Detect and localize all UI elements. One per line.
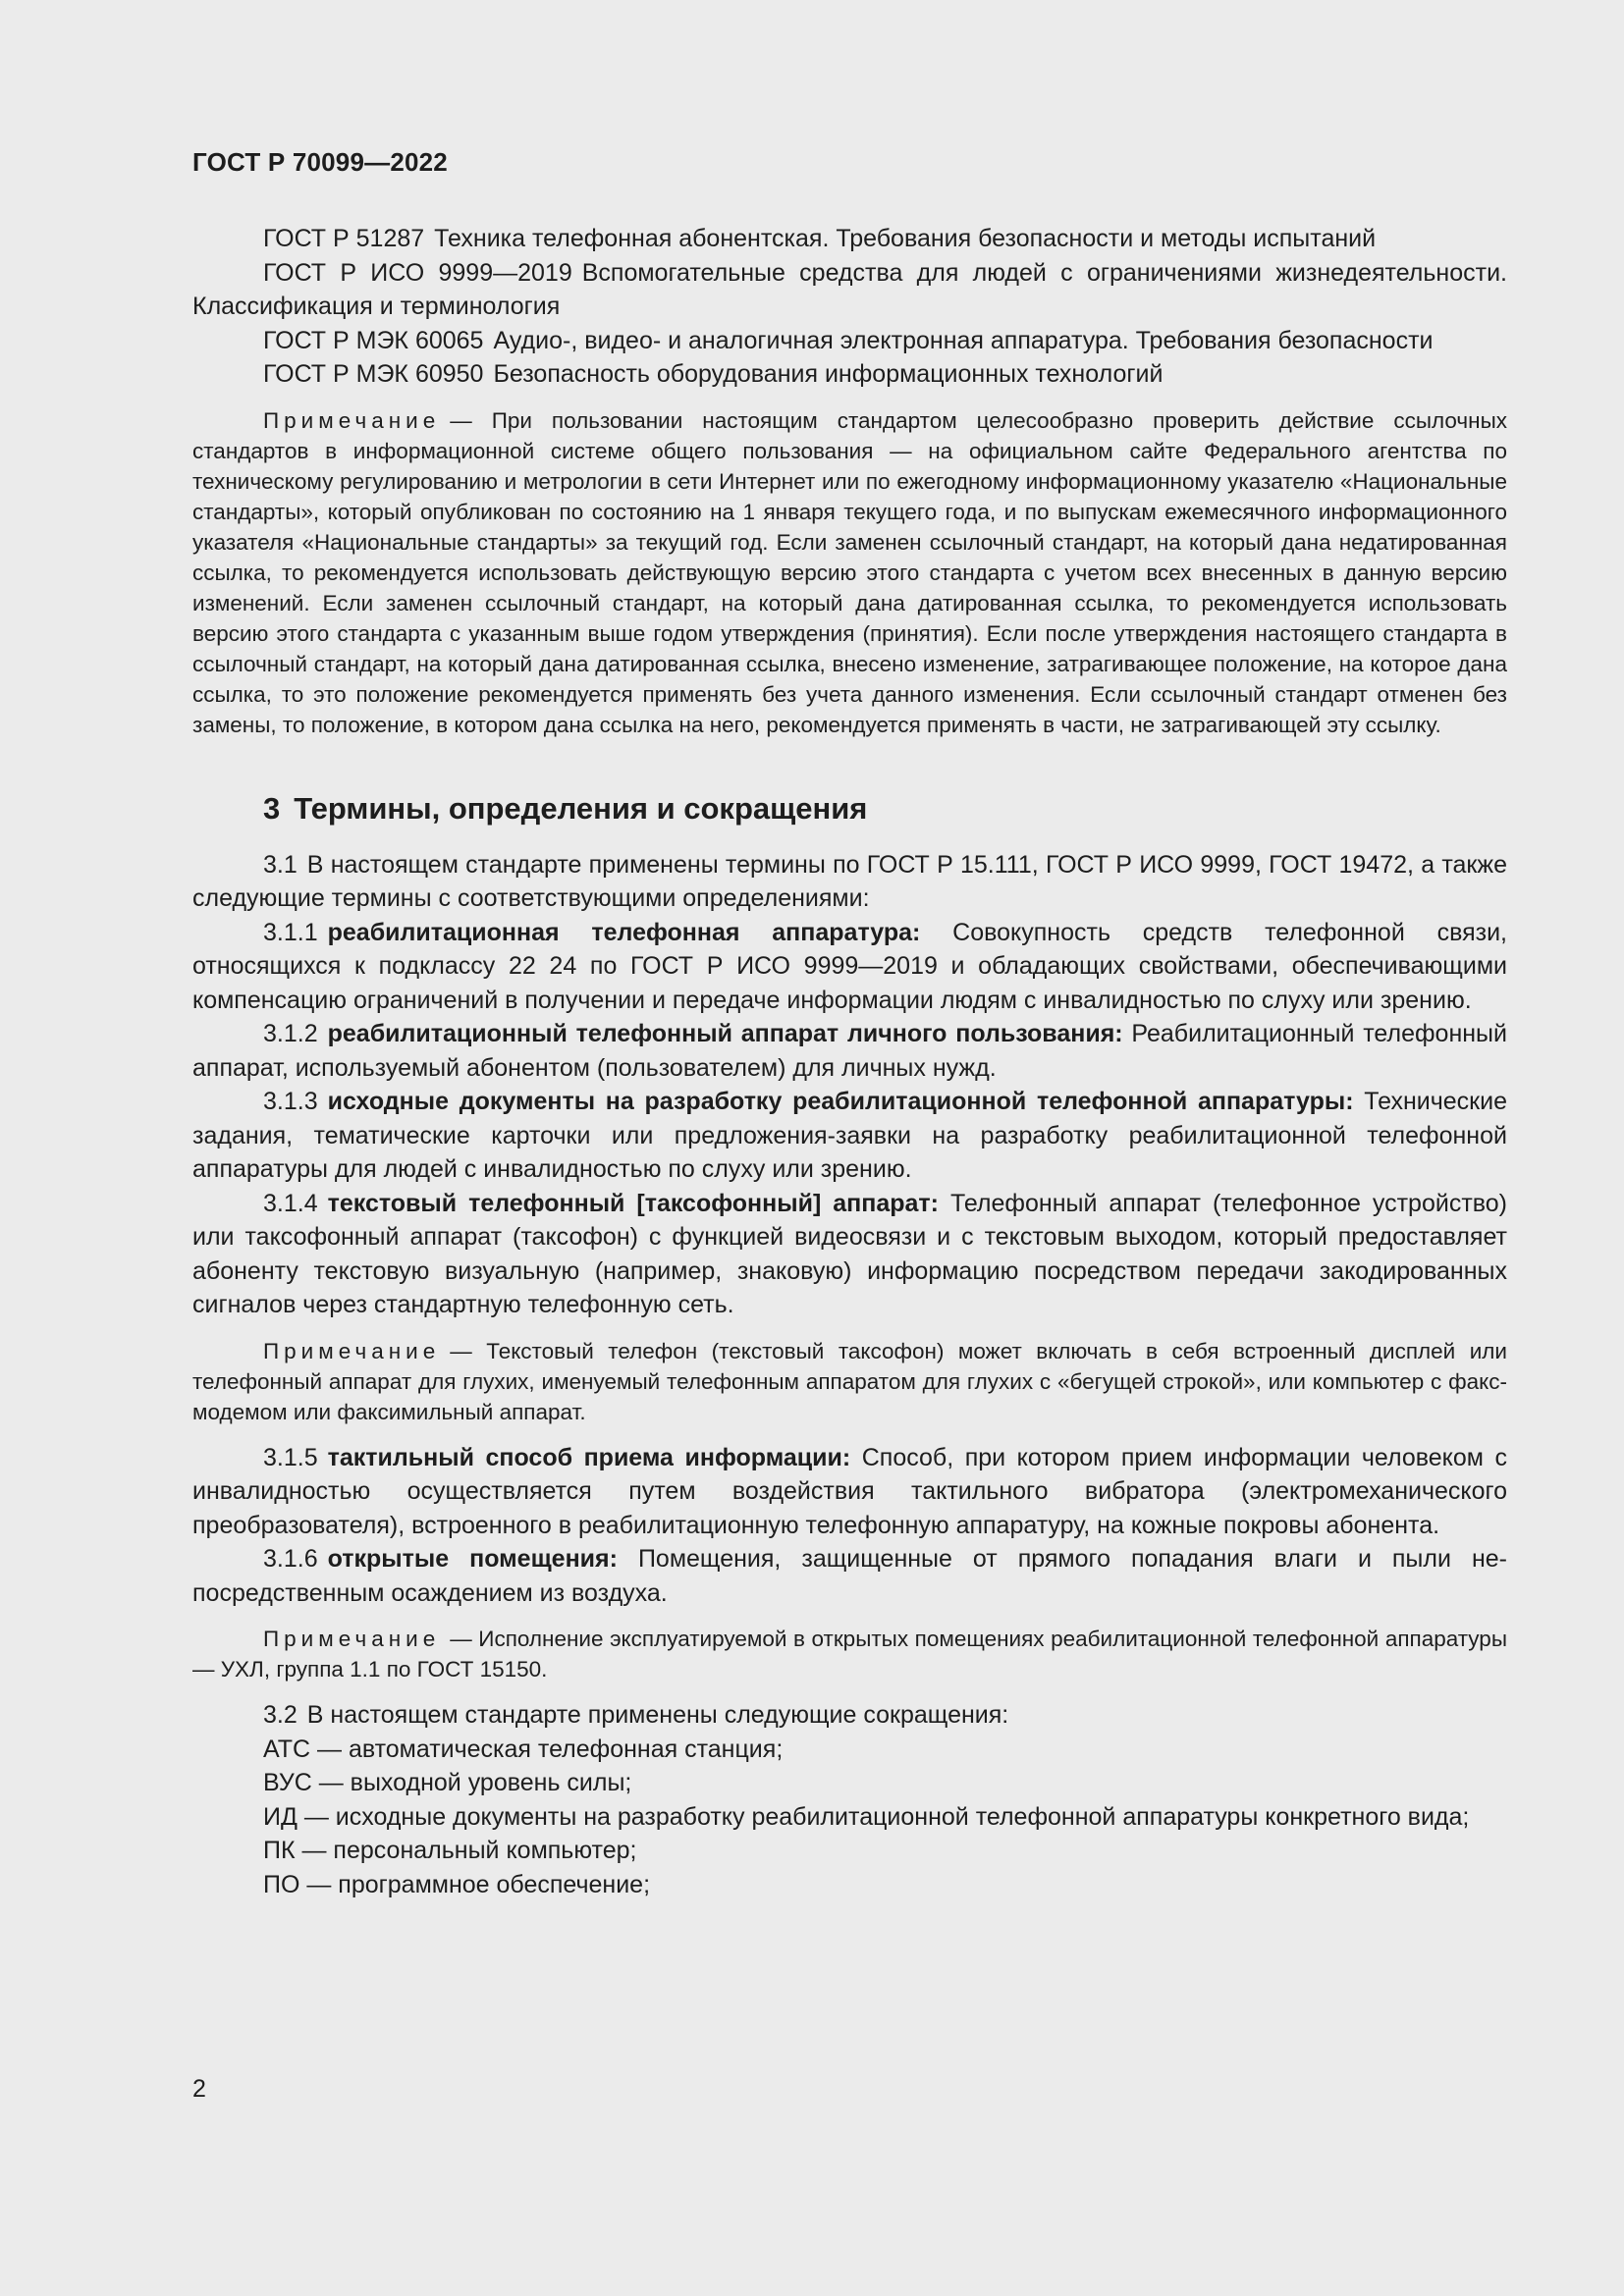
- reference-code: ГОСТ Р МЭК 60065: [263, 326, 484, 354]
- term-definition: Реабилитационный телефонный аппарат, используемый абонентом (пользователем) для личных нужд.: [192, 1020, 1507, 1082]
- note-label: Примечание: [263, 407, 441, 433]
- section-number: 3: [263, 790, 281, 826]
- reference-title: Аудио-, видео- и аналогичная электронная аппаратура. Требования безопасности: [493, 326, 1434, 354]
- term-name: тактильный способ приема информации:: [327, 1443, 851, 1471]
- term-number: 3.1.6: [263, 1545, 318, 1573]
- term-definition: Совокупность средств телефонной связи, относящихся к подклассу 22 24 по ГОСТ Р ИСО 9999—2019 и обладающих свойствами, обеспечивающими компенсацию ограничений в получении и передаче информации людям с инвалидностью по слуху или зрению.: [192, 918, 1507, 1014]
- note-text: — Исполнение эксплуатируемой в открытых помещениях реабилитационной телефонной аппаратуры — УХЛ, группа 1.1 по ГОСТ 15150.: [192, 1627, 1507, 1682]
- term-3-1-1: [192, 916, 1507, 1018]
- reference-code: ГОСТ Р ИСО 9999—2019: [263, 258, 572, 287]
- note-open-rooms: [192, 1624, 1507, 1684]
- term-number: 3.1.4: [263, 1189, 318, 1217]
- clause-3-1: [192, 848, 1507, 916]
- note-label: Примечание: [263, 1338, 441, 1363]
- section-title: Термины, определения и сокращения: [294, 790, 868, 826]
- clause-number: 3.2: [263, 1701, 298, 1729]
- reference-title: Безопасность оборудования информационных технологий: [493, 360, 1164, 388]
- reference-item: [192, 256, 1507, 324]
- term-3-1-3: [192, 1085, 1507, 1187]
- reference-title: Техника телефонная абонентская. Требования безопасности и методы испытаний: [434, 225, 1377, 252]
- term-3-1-4: [192, 1187, 1507, 1322]
- term-number: 3.1.3: [263, 1088, 318, 1115]
- term-definition: Способ, при котором прием информации человеком с инвалидностью осуществляется путем воздействия тактильного вибратора (электромеханического преобразователя), встроенного в реабилитационную телефонную аппаратуру, на кожные покровы абонента.: [192, 1443, 1507, 1539]
- reference-item: [192, 222, 1507, 256]
- normative-references: [192, 222, 1507, 392]
- term-number: 3.1.5: [263, 1443, 318, 1471]
- term-definition: Технические задания, тематические карточки или предложения-заявки на разработку реабилитационной телефонной аппаратуры для людей с инвалидностью по слуху или зрению.: [192, 1088, 1507, 1183]
- term-name: исходные документы на разработку реабилитационной телефонной аппаратуры:: [327, 1088, 1354, 1115]
- note-text: — При пользовании настоящим стандартом целесообразно проверить действие ссылочных стандартов в информационной системе общего пользования — на официальном сайте Федерального агентства по техническому регулированию и метрологии в сети Интернет или по ежегодному информационному указателю «Национальные стандарты», который опубликован по состоянию на 1 января текущего года, и по выпускам ежемесячного информационного указателя «Национальные стандарты» за текущий год. Если заменен ссылочный стандарт, на который дана недатированная ссылка, то рекомендуется использовать действующую версию этого стандарта с учетом всех внесенных в данную версию изменений. Если заменен ссылочный стандарт, на который дана датированная ссылка, то рекомендуется использовать версию этого стандарта с указанным выше годом утверждения (принятия). Если после утверждения настоящего стандарта в ссылочный стандарт, на который дана датированная ссылка, внесено изменение, затрагивающее положение, на которое дана ссылка, то это положение рекомендуется применять без учета данного изменения. Если ссылочный стандарт отменен без замены, то положение, в котором дана ссылка на него, рекомендуется применять в части, не затрагивающей эту ссылку.: [192, 407, 1507, 737]
- term-name: реабилитационный телефонный аппарат личного пользования:: [327, 1020, 1123, 1047]
- section-heading: [263, 791, 1507, 827]
- note-text: — Текстовый телефон (текстовый таксофон) может включать в себя встроенный дисплей или телефонный аппарат для глухих, именуемый телефонным аппаратом для глухих с «бегущей строкой», или компьютер с факс-модемом или факсимильный аппарат.: [192, 1338, 1507, 1424]
- clause-text: В настоящем стандарте применены следующие сокращения:: [306, 1701, 1009, 1729]
- note-text-phone: [192, 1336, 1507, 1427]
- term-definition: Помещения, защищенные от прямого попадания влаги и пыли непосредственным осаждением из воздуха.: [192, 1545, 1507, 1607]
- term-3-1-6: [192, 1542, 1507, 1610]
- abbreviation-item: АТС — автоматическая телефонная станция;: [263, 1735, 784, 1763]
- term-name: реабилитационная телефонная аппаратура:: [327, 918, 921, 946]
- term-number: 3.1.1: [263, 918, 318, 946]
- abbreviation-item: ВУС — выходной уровень силы;: [263, 1769, 632, 1796]
- reference-code: ГОСТ Р 51287: [263, 225, 425, 252]
- abbreviation-item: ИД — исходные документы на разработку реабилитационной телефонной аппаратуры конкретного вида;: [263, 1802, 1470, 1831]
- reference-title: Вспомогательные средства для людей с ограничениями жизнедеятельности. Классификация и терминология: [192, 258, 1507, 320]
- term-name: открытые помещения:: [327, 1545, 618, 1573]
- note-references: [192, 405, 1507, 740]
- abbreviation-item: ПО — программное обеспечение;: [263, 1870, 651, 1898]
- page-number: 2: [192, 2075, 206, 2103]
- term-name: текстовый телефонный [таксофонный] аппарат:: [327, 1189, 940, 1217]
- term-definition: Телефонный аппарат (телефонное устройство) или таксофонный аппарат (таксофон) с функцией видеосвязи и с текстовым выходом, который предоставляет абоненту текстовую визуальную (например, знаковую) информацию посредством передачи закодированных сигналов через стандартную телефонную сеть.: [192, 1189, 1508, 1318]
- note-label: Примечание: [263, 1627, 441, 1651]
- document-body: [192, 222, 1507, 1901]
- clause-number: 3.1: [263, 850, 298, 879]
- reference-item: [192, 324, 1507, 358]
- term-3-1-2: [192, 1017, 1507, 1085]
- term-number: 3.1.2: [263, 1020, 318, 1047]
- abbreviation-item: ПК — персональный компьютер;: [263, 1837, 637, 1864]
- term-3-1-5: [192, 1441, 1507, 1543]
- clause-3-2: [192, 1698, 1507, 1733]
- reference-item: [192, 357, 1507, 392]
- document-header: ГОСТ Р 70099—2022: [192, 147, 448, 177]
- reference-code: ГОСТ Р МЭК 60950: [263, 360, 484, 388]
- abbreviation-list: [192, 1733, 1507, 1902]
- clause-text: В настоящем стандарте применены термины по ГОСТ Р 15.111, ГОСТ Р ИСО 9999, ГОСТ 19472, а также следующие термины с соответствующими определениями:: [192, 850, 1507, 912]
